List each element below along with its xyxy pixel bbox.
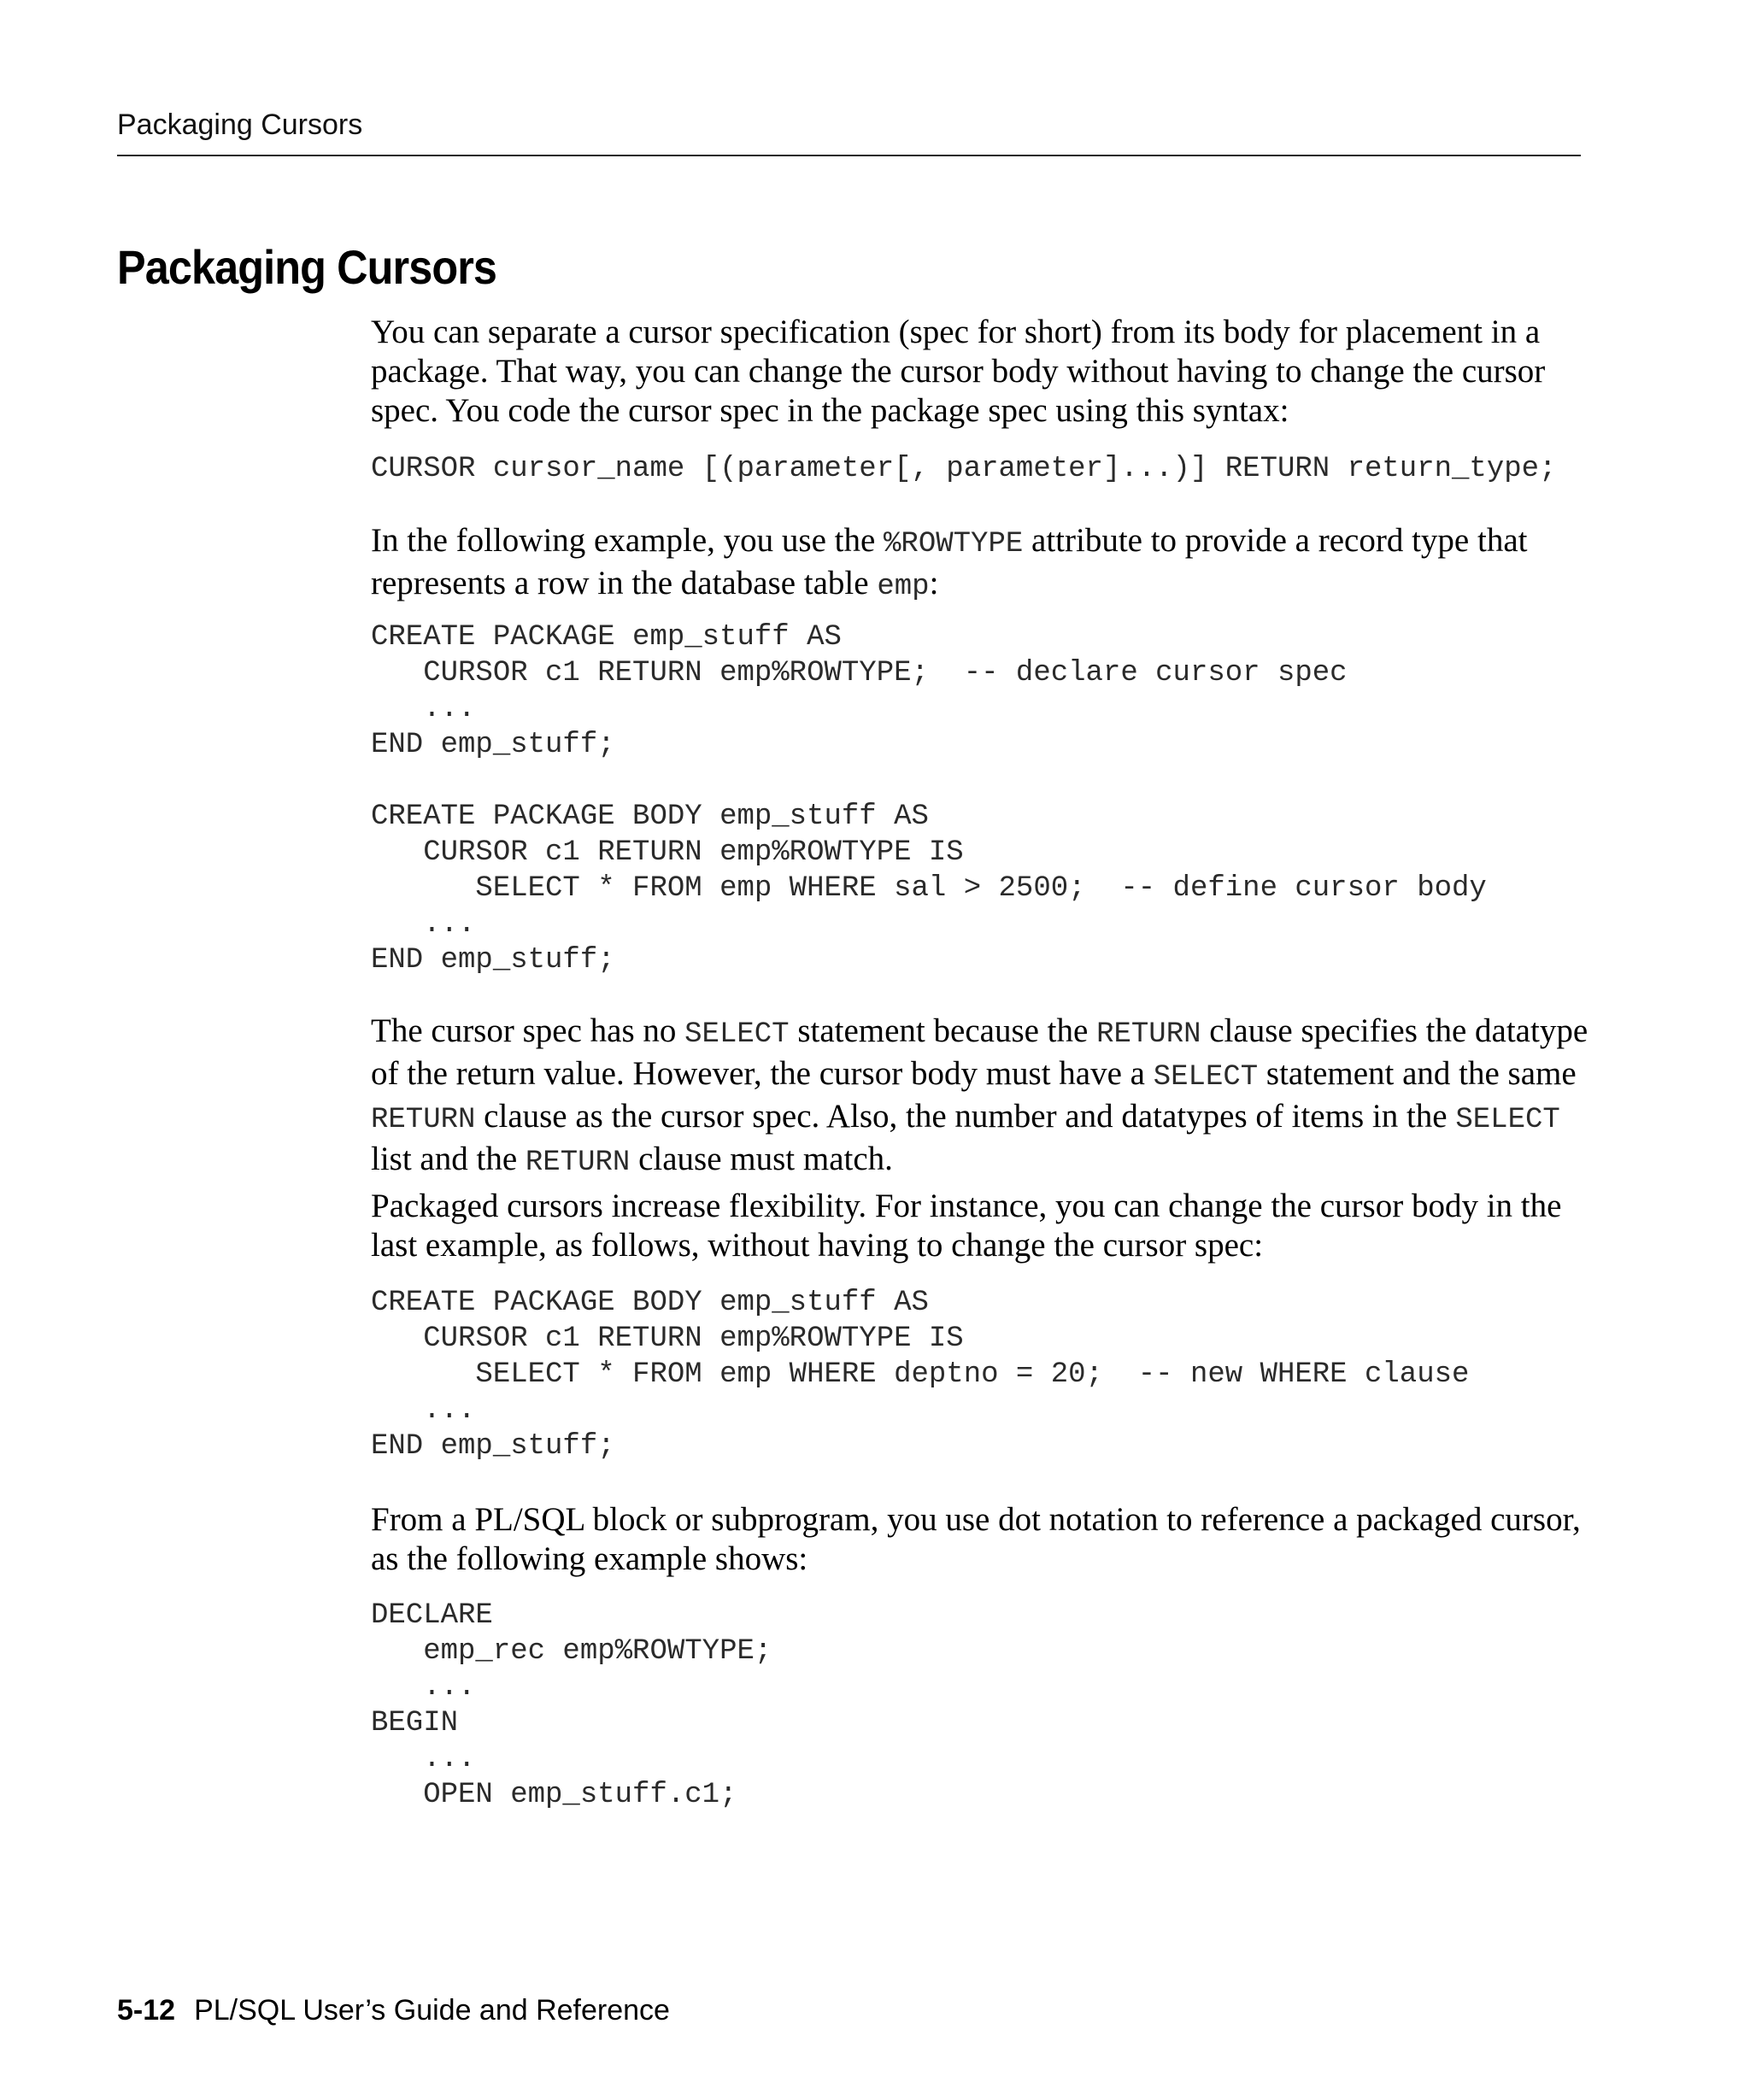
inline-code: SELECT xyxy=(1455,1104,1560,1136)
text-segment: statement and the same xyxy=(1258,1055,1577,1092)
package-example-code-block: CREATE PACKAGE emp_stuff AS CURSOR c1 RETURN emp%ROWTYPE; -- declare cursor spec ... END emp_stuff; CREATE PACKAGE BODY emp_stuff AS CURSOR c1 RETURN emp%ROWTYPE IS SELECT * FROM emp WHERE sal > 2500; -- define cursor body ... END emp_stuff; xyxy=(371,621,1487,977)
text-segment: The cursor spec has no xyxy=(371,1012,685,1049)
text-segment: clause specifies the datatype of the return value. However, the cursor body must have a xyxy=(371,1012,1589,1092)
text-segment: clause as the cursor spec. Also, the number and datatypes of items in the xyxy=(475,1098,1456,1135)
declare-code-block: DECLARE emp_rec emp%ROWTYPE; ... BEGIN ... OPEN emp_stuff.c1; xyxy=(371,1599,772,1811)
page-number: 5-12 xyxy=(117,1994,176,2027)
text-segment: list and the xyxy=(371,1141,526,1177)
intro-paragraph: You can separate a cursor specification (spec for short) from its body for placement in a package. That way, you can change the cursor body without having to change the cursor spec. You code the cursor spec in the package spec using this syntax: xyxy=(371,314,1546,429)
section-title: Packaging Cursors xyxy=(117,240,497,294)
rowtype-paragraph xyxy=(371,521,1593,607)
flexibility-paragraph: Packaged cursors increase flexibility. For instance, you can change the cursor body in the last example, as follows, without having to change the cursor spec: xyxy=(371,1188,1562,1264)
inline-code: %ROWTYPE xyxy=(884,528,1024,560)
inline-code: RETURN xyxy=(371,1104,476,1136)
new-body-code-block: CREATE PACKAGE BODY emp_stuff AS CURSOR c1 RETURN emp%ROWTYPE IS SELECT * FROM emp WHERE deptno = 20; -- new WHERE clause ... END emp_stuff; xyxy=(371,1287,1470,1463)
inline-code: RETURN xyxy=(1096,1018,1201,1051)
text-segment: clause must match. xyxy=(630,1141,893,1177)
header-rule xyxy=(117,155,1581,156)
cursor-spec-paragraph xyxy=(371,1012,1593,1182)
text-segment: statement because the xyxy=(789,1012,1097,1049)
text-segment: : xyxy=(929,565,939,601)
dot-notation-paragraph: From a PL/SQL block or subprogram, you use dot notation to reference a packaged cursor, as the following example shows: xyxy=(371,1501,1581,1577)
inline-code: RETURN xyxy=(525,1147,631,1179)
inline-code: emp xyxy=(877,571,930,603)
book-title: PL/SQL User’s Guide and Reference xyxy=(194,1994,670,2027)
text-segment: attribute to provide a record type that represents a row in the database table xyxy=(371,522,1528,601)
inline-code: SELECT xyxy=(1153,1061,1259,1094)
inline-code: SELECT xyxy=(684,1018,790,1051)
text-segment: In the following example, you use the xyxy=(371,522,884,559)
running-header: Packaging Cursors xyxy=(117,109,363,141)
syntax-code-block: CURSOR cursor_name [(parameter[, parameter]...)] RETURN return_type; xyxy=(371,453,1557,485)
page-footer xyxy=(117,1994,670,2027)
